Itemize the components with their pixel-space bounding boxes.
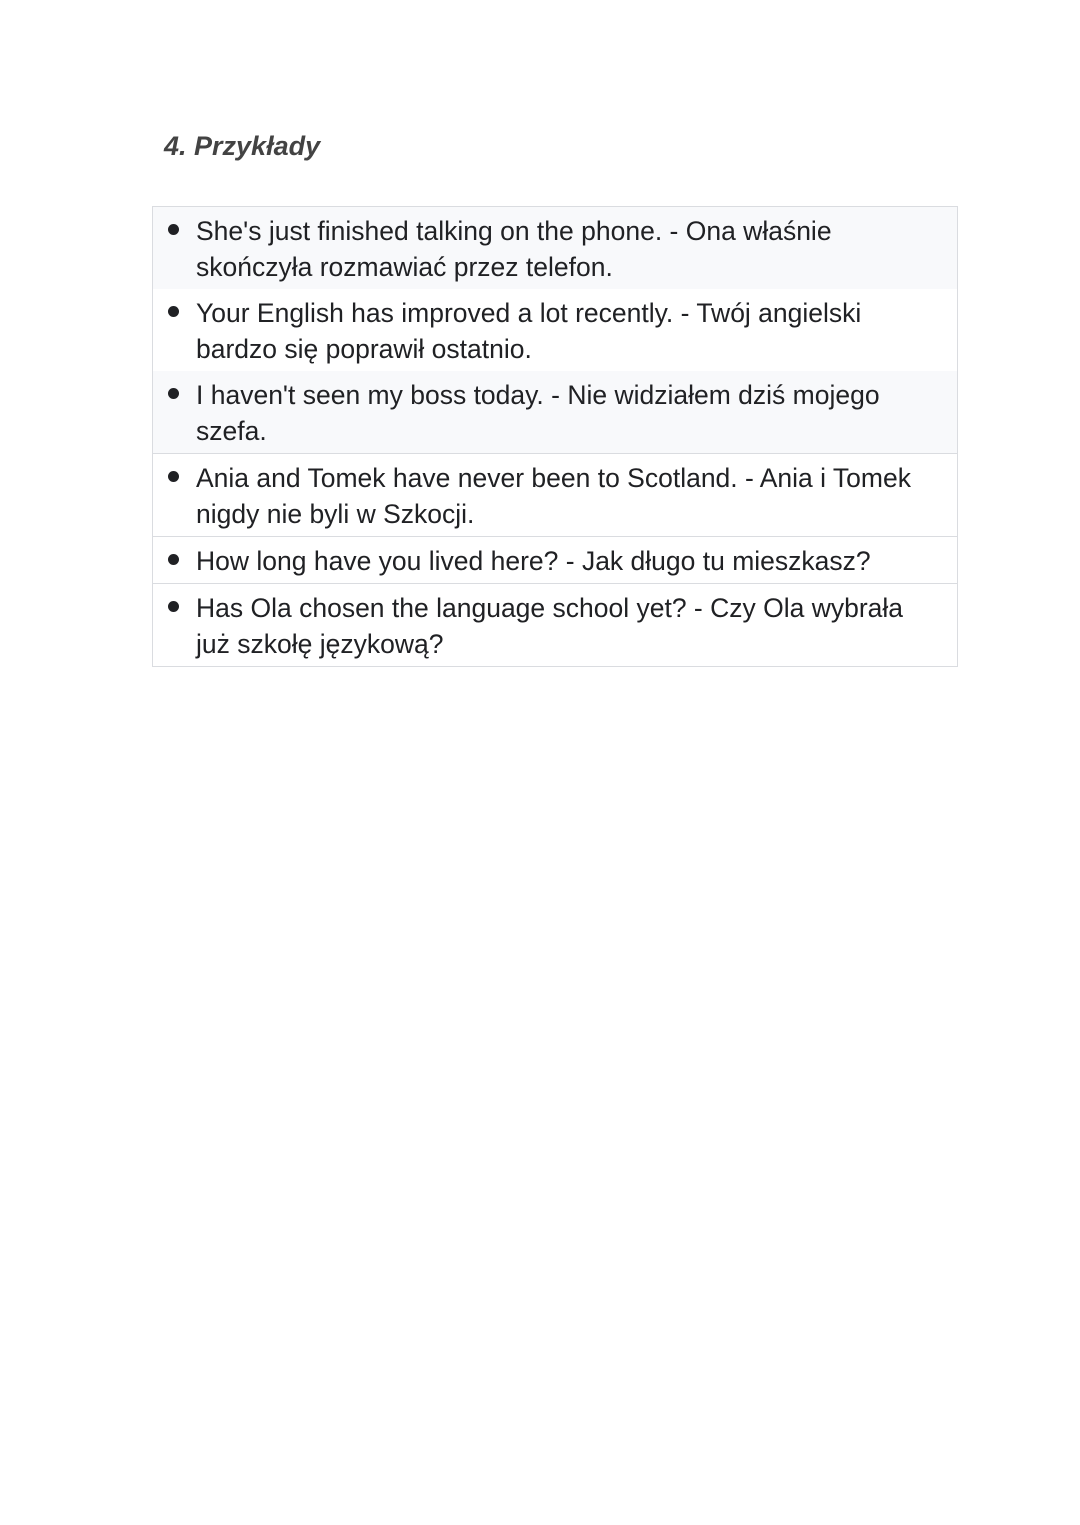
bullet-icon — [168, 471, 179, 482]
bullet-icon — [168, 601, 179, 612]
example-group — [153, 207, 957, 453]
example-row — [153, 371, 957, 453]
example-text: Your English has improved a lot recently. - Twój angielski bardzo się poprawił ostatnio. — [196, 298, 862, 364]
example-text: How long have you lived here? - Jak długo tu mieszkasz? — [196, 546, 871, 576]
example-row — [153, 207, 957, 289]
example-group — [153, 536, 957, 583]
section-title: 4. Przykłady — [164, 131, 321, 161]
example-text: Has Ola chosen the language school yet? - Czy Ola wybrała już szkołę językową? — [196, 593, 904, 659]
examples-table — [152, 206, 958, 667]
example-group — [153, 453, 957, 536]
example-row — [153, 584, 957, 666]
example-text: I haven't seen my boss today. - Nie widziałem dziś mojego szefa. — [196, 380, 880, 446]
bullet-icon — [168, 306, 179, 317]
example-text: Ania and Tomek have never been to Scotland. - Ania i Tomek nigdy nie byli w Szkocji. — [196, 463, 911, 529]
example-group — [153, 583, 957, 666]
bullet-icon — [168, 224, 179, 235]
example-row — [153, 537, 957, 583]
example-row — [153, 289, 957, 371]
example-text: She's just finished talking on the phone. - Ona właśnie skończyła rozmawiać przez telefon. — [196, 216, 832, 282]
bullet-icon — [168, 554, 179, 565]
bullet-icon — [168, 388, 179, 399]
example-row — [153, 454, 957, 536]
